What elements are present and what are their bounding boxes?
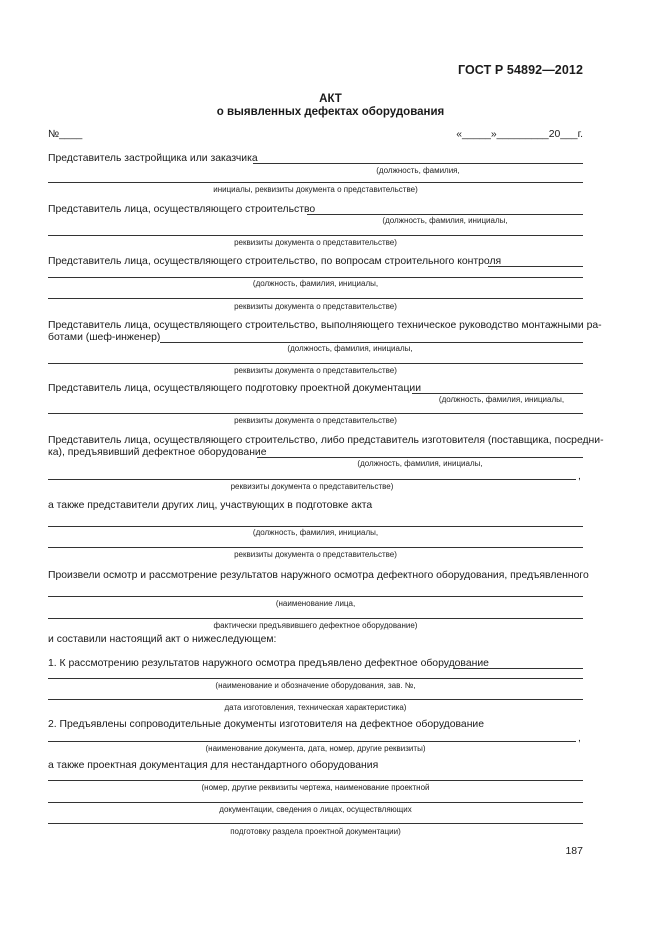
inspection-caption-1: (наименование лица, (275, 599, 356, 608)
developer-label: Представитель застройщика или заказчика (48, 153, 258, 164)
chief-engineer-field-1[interactable] (160, 342, 583, 343)
developer-field-2[interactable] (48, 182, 583, 183)
item1-label: 1. К рассмотрению результатов наружного осмотра предъявлено дефектное оборудование (48, 658, 489, 669)
inspection-field-1[interactable] (48, 596, 583, 597)
others-field-2[interactable] (48, 547, 583, 548)
developer-caption-1: (должность, фамилия, (376, 166, 460, 175)
project-field-3[interactable] (48, 823, 583, 824)
inspection-field-2[interactable] (48, 618, 583, 619)
builder-control-label: Представитель лица, осуществляющего строительство, по вопросам строительного контроля (48, 256, 502, 267)
chief-engineer-caption-2: реквизиты документа о представительстве) (234, 366, 397, 375)
designer-field-2[interactable] (48, 413, 583, 414)
standard-code: ГОСТ Р 54892—2012 (457, 63, 583, 77)
supplier-field-2[interactable] (48, 479, 576, 480)
others-field-1[interactable] (48, 526, 583, 527)
act-number: №____ (48, 129, 83, 140)
compiled-label: и составили настоящий акт о нижеследующем: (48, 634, 277, 645)
supplier-label-2: ка), предъявивший дефектное оборудование (48, 447, 267, 458)
act-title: АКТ (319, 93, 342, 105)
designer-caption-2: реквизиты документа о представительстве) (234, 416, 397, 425)
supplier-caption-2: реквизиты документа о представительстве) (230, 482, 394, 491)
project-field-2[interactable] (48, 802, 583, 803)
builder-field-2[interactable] (48, 235, 583, 236)
others-caption-2: реквизиты документа о представительстве) (234, 550, 397, 559)
builder-control-field-2[interactable] (48, 277, 583, 278)
item1-caption-1: (наименование и обозначение оборудования, зав. №, (215, 681, 416, 690)
act-date: «_____»_________20___г. (456, 129, 583, 140)
builder-field-1[interactable] (307, 214, 583, 215)
inspection-caption-2: фактически предъявившего дефектное оборудование) (213, 621, 418, 630)
designer-caption-1: (должность, фамилия, инициалы, (438, 395, 565, 404)
others-caption-1: (должность, фамилия, инициалы, (252, 528, 379, 537)
chief-engineer-label-2: ботами (шеф-инженер) (48, 332, 161, 343)
builder-control-field-3[interactable] (48, 298, 583, 299)
page-number: 187 (565, 845, 583, 857)
developer-caption-2: инициалы, реквизиты документа о представительстве) (213, 185, 418, 194)
chief-engineer-field-2[interactable] (48, 363, 583, 364)
builder-control-caption-1: (должность, фамилия, инициалы, (252, 279, 379, 288)
supplier-field-1[interactable] (257, 457, 583, 458)
developer-field-1[interactable] (253, 163, 583, 164)
builder-control-field-1[interactable] (488, 266, 583, 267)
designer-field-1[interactable] (412, 393, 583, 394)
item2-comma: , (578, 733, 581, 744)
item1-field-2[interactable] (48, 678, 583, 679)
supplier-caption-1: (должность, фамилия, инициалы, (357, 459, 483, 468)
item2-caption-1: (наименование документа, дата, номер, другие реквизиты) (205, 744, 426, 753)
chief-engineer-caption-1: (должность, фамилия, инициалы, (287, 344, 413, 353)
item1-field-3[interactable] (48, 699, 583, 700)
item2-label: 2. Предъявлены сопроводительные документы изготовителя на дефектное оборудование (48, 719, 485, 730)
act-subtitle: о выявленных дефектах оборудования (216, 106, 445, 118)
designer-label: Представитель лица, осуществляющего подготовку проектной документации (48, 383, 422, 394)
project-caption-3: подготовку раздела проектной документации) (230, 827, 401, 836)
supplier-comma: , (578, 471, 581, 482)
project-field-1[interactable] (48, 780, 583, 781)
supplier-label-1: Представитель лица, осуществляющего строительство, либо представитель изготовителя (поставщика, посредни- (48, 435, 604, 446)
builder-caption-2: реквизиты документа о представительстве) (234, 238, 397, 247)
others-label: а также представители других лиц, участвующих в подготовке акта (48, 500, 373, 511)
project-docs-label: а также проектная документация для нестандартного оборудования (48, 760, 379, 771)
builder-label: Представитель лица, осуществляющего строительство (48, 204, 316, 215)
inspection-label: Произвели осмотр и рассмотрение результатов наружного осмотра дефектного оборудования, предъявленного (48, 570, 589, 581)
project-caption-2: документации, сведения о лицах, осуществляющих (219, 805, 412, 814)
item2-field-1[interactable] (48, 741, 576, 742)
builder-control-caption-2: реквизиты документа о представительстве) (234, 302, 397, 311)
chief-engineer-label-1: Представитель лица, осуществляющего строительство, выполняющего техническое руководство монтажными ра- (48, 320, 602, 331)
item1-field-1[interactable] (453, 668, 583, 669)
item1-caption-2: дата изготовления, техническая характеристика) (224, 703, 407, 712)
builder-caption-1: (должность, фамилия, инициалы, (382, 216, 508, 225)
project-caption-1: (номер, другие реквизиты чертежа, наименование проектной (201, 783, 430, 792)
